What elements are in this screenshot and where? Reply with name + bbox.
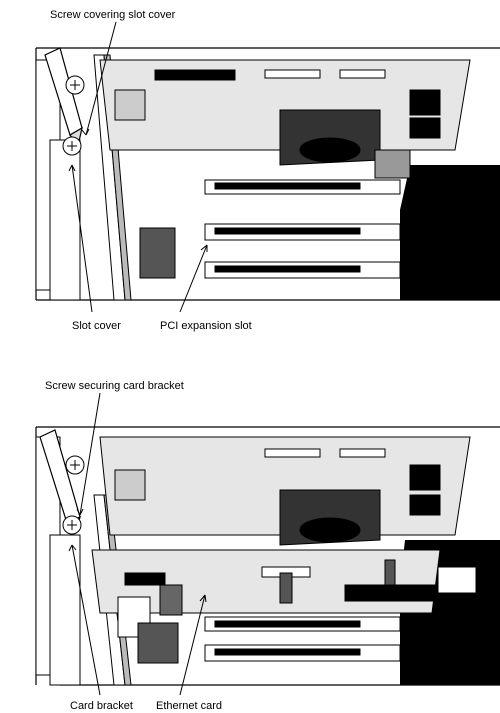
chip	[140, 228, 175, 278]
heatsink-fan	[280, 490, 380, 545]
chip	[438, 567, 476, 593]
label-ethernet-card: Ethernet card	[156, 700, 223, 712]
pci-expansion-slot	[205, 617, 400, 661]
heatsink-fan	[280, 110, 380, 165]
bottom-installation-diagram	[0, 345, 500, 712]
motherboard-dark-region	[400, 165, 500, 300]
pci-expansion-slot	[205, 180, 400, 278]
label-slot-cover: Slot cover	[72, 320, 121, 332]
top-installation-diagram	[0, 0, 500, 345]
label-card-bracket: Card bracket	[70, 700, 133, 712]
label-screw-securing-card-bracket: Screw securing card bracket	[45, 380, 184, 392]
ribbon-cable	[375, 150, 410, 178]
label-pci-expansion-slot: PCI expansion slot	[160, 320, 252, 332]
label-screw-covering-slot-cover: Screw covering slot cover	[50, 9, 176, 21]
